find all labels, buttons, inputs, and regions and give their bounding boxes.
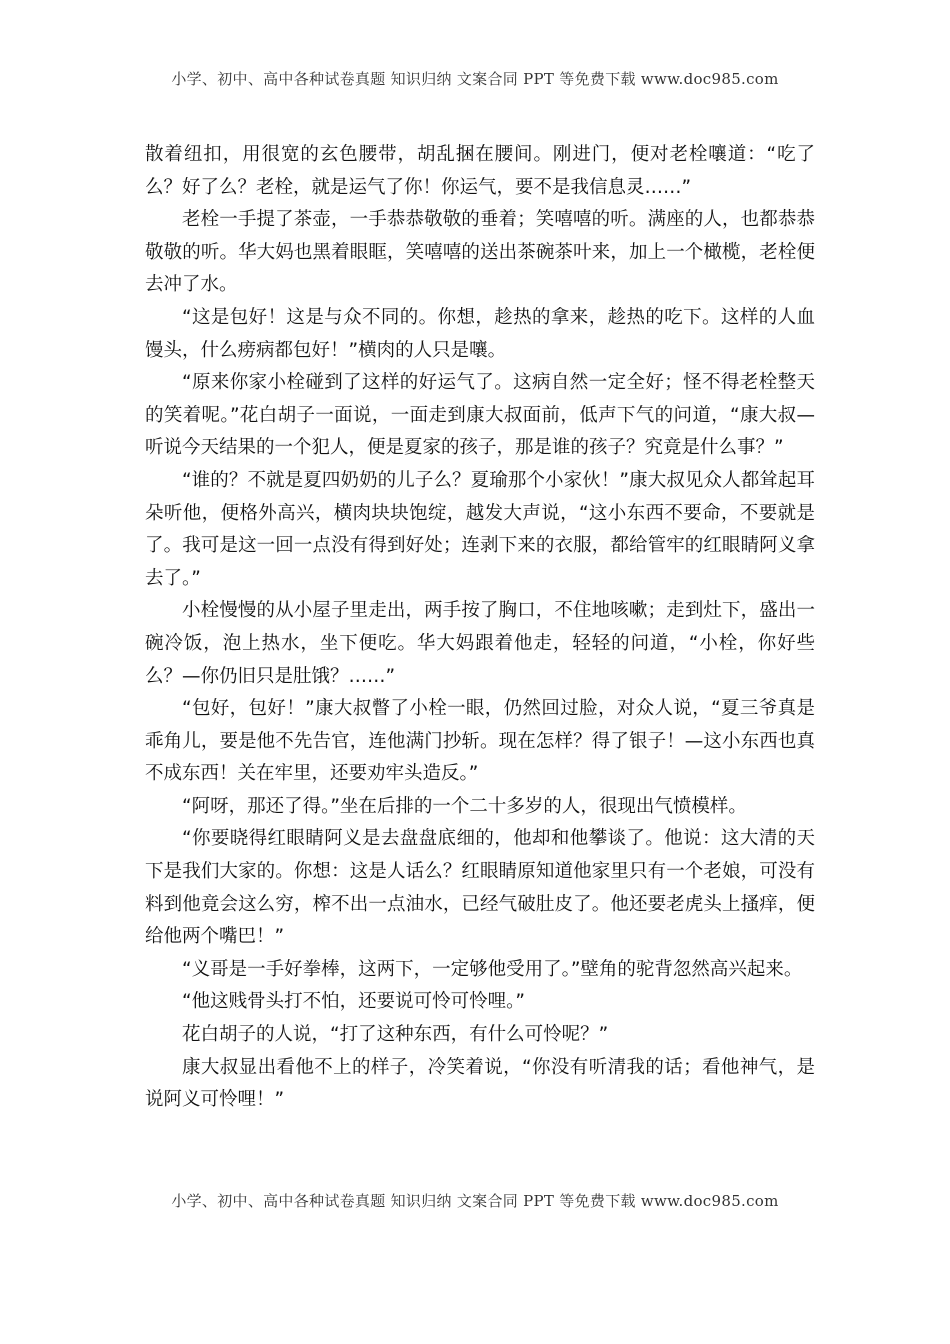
page-footer: 小学、初中、高中各种试卷真题 知识归纳 文案合同 PPT 等免费下载 www.doc985.com bbox=[171, 1192, 779, 1210]
paragraph: 花白胡子的人说，“打了这种东西，有什么可怜呢？” bbox=[182, 1024, 609, 1046]
paragraph: 小栓慢慢的从小屋子里走出，两手按了胸口，不住地咳嗽；走到灶下，盛出一碗冷饭，泡上热水，坐下便吃。华大妈跟着他走，轻轻的问道，“小栓，你好些么？—你仍旧只是肚饿？……” bbox=[145, 600, 815, 687]
page-header: 小学、初中、高中各种试卷真题 知识归纳 文案合同 PPT 等免费下载 www.doc985.com bbox=[171, 70, 779, 88]
paragraph: 散着纽扣，用很宽的玄色腰带，胡乱捆在腰间。刚进门，便对老栓嚷道：“吃了么？好了么？老栓，就是运气了你！你运气，要不是我信息灵……” bbox=[145, 144, 815, 198]
paragraph: 老栓一手提了茶壶，一手恭恭敬敬的垂着；笑嘻嘻的听。满座的人，也都恭恭敬敬的听。华大妈也黑着眼眶，笑嘻嘻的送出茶碗茶叶来，加上一个橄榄，老栓便去冲了水。 bbox=[145, 209, 815, 296]
story-body bbox=[145, 139, 815, 1117]
paragraph: “这是包好！这是与众不同的。你想，趁热的拿来，趁热的吃下。这样的人血馒头，什么痨病都包好！”横肉的人只是嚷。 bbox=[145, 306, 815, 361]
paragraph: “谁的？不就是夏四奶奶的儿子么？夏瑜那个小家伙！”康大叔见众人都耸起耳朵听他，便格外高兴，横肉块块饱绽，越发大声说，“这小东西不要命，不要就是了。我可是这一回一点没有得到好处；连剥下来的衣服，都给管牢的红眼睛阿义拿去了。” bbox=[145, 469, 815, 589]
paragraph: “原来你家小栓碰到了这样的好运气了。这病自然一定全好；怪不得老栓整天的笑着呢。”花白胡子一面说，一面走到康大叔面前，低声下气的问道，“康大叔—听说今天结果的一个犯人，便是夏家的孩子，那是谁的孩子？究竟是什么事？” bbox=[145, 372, 815, 459]
paragraph: “阿呀，那还了得。”坐在后排的一个二十多岁的人，很现出气愤模样。 bbox=[182, 795, 747, 817]
paragraph: 康大叔显出看他不上的样子，冷笑着说，“你没有听清我的话；看他神气，是说阿义可怜哩！” bbox=[145, 1056, 815, 1111]
paragraph: “你要晓得红眼睛阿义是去盘盘底细的，他却和他攀谈了。他说：这大清的天下是我们大家的。你想：这是人话么？红眼睛原知道他家里只有一个老娘，可没有料到他竟会这么穷，榨不出一点油水，已经气破肚皮了。他还要老虎头上搔痒，便给他两个嘴巴！” bbox=[145, 828, 815, 948]
paragraph: “包好，包好！”康大叔瞥了小栓一眼，仍然回过脸，对众人说，“夏三爷真是乖角儿，要是他不先告官，连他满门抄斩。现在怎样？得了银子！—这小东西也真不成东西！关在牢里，还要劝牢头造反。” bbox=[145, 698, 815, 785]
paragraph: “义哥是一手好拳棒，这两下，一定够他受用了。”壁角的驼背忽然高兴起来。 bbox=[182, 958, 803, 980]
paragraph: “他这贱骨头打不怕，还要说可怜可怜哩。” bbox=[182, 991, 525, 1013]
